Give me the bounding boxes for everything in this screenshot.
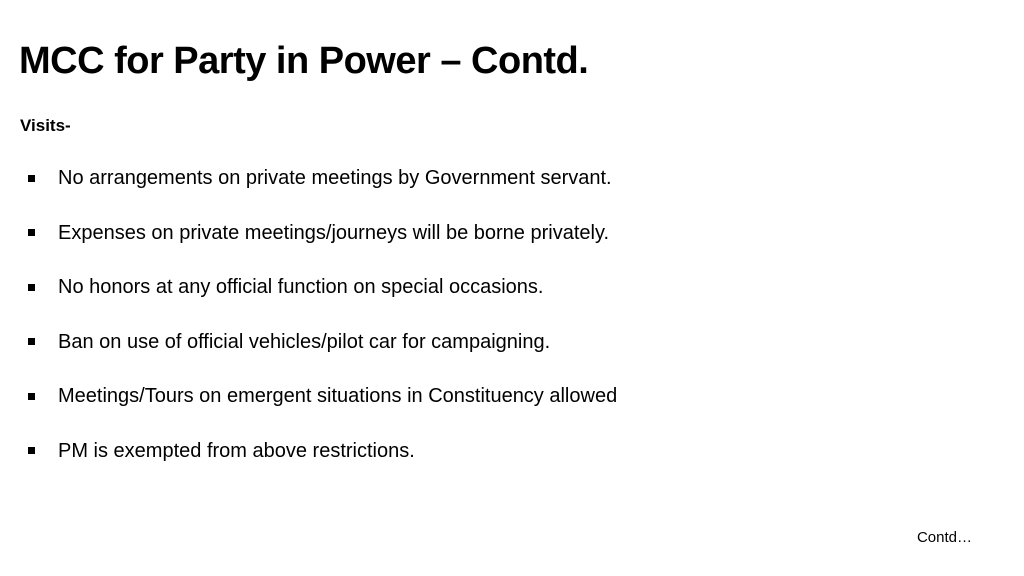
square-bullet-icon bbox=[28, 338, 35, 345]
square-bullet-icon bbox=[28, 175, 35, 182]
bullet-text: No arrangements on private meetings by Government servant. bbox=[58, 167, 612, 189]
continued-note: Contd… bbox=[916, 529, 972, 546]
bullet-item bbox=[28, 439, 617, 463]
section-subheading: Visits- bbox=[20, 116, 71, 135]
bullet-text: Meetings/Tours on emergent situations in Constituency allowed bbox=[58, 385, 618, 408]
bullet-text: PM is exempted from above restrictions. bbox=[58, 439, 415, 462]
bullet-text: No honors at any official function on special occasions. bbox=[58, 276, 544, 299]
square-bullet-icon bbox=[28, 447, 35, 454]
square-bullet-icon bbox=[28, 284, 35, 291]
bullet-text: Ban on use of official vehicles/pilot car for campaigning. bbox=[58, 330, 551, 353]
bullet-item bbox=[28, 275, 617, 299]
bullet-list bbox=[28, 166, 617, 494]
slide-title: MCC for Party in Power – Contd. bbox=[19, 40, 589, 82]
bullet-item bbox=[28, 330, 617, 354]
square-bullet-icon bbox=[28, 229, 35, 236]
bullet-item bbox=[28, 166, 617, 190]
bullet-item bbox=[28, 384, 617, 408]
bullet-text: Expenses on private meetings/journeys will be borne privately. bbox=[58, 221, 610, 244]
bullet-item bbox=[28, 221, 617, 245]
square-bullet-icon bbox=[28, 393, 35, 400]
